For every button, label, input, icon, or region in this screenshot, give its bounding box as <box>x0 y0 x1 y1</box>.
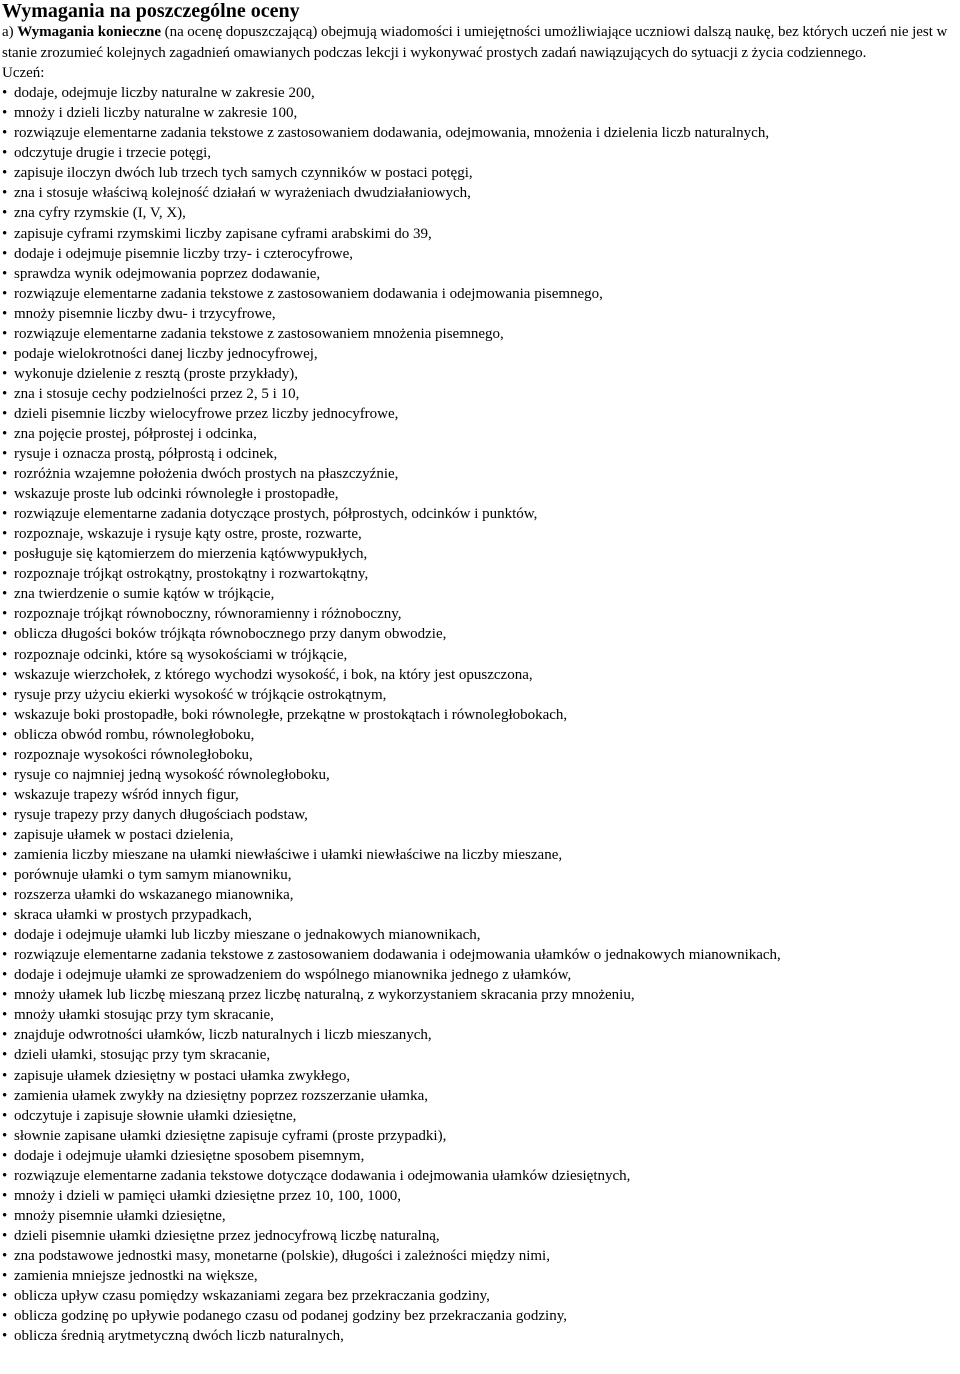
list-item-text: wskazuje trapezy wśród innych figur, <box>14 786 239 803</box>
list-item <box>2 1226 960 1246</box>
bullet-icon: • <box>2 1147 8 1164</box>
bullet-icon: • <box>2 666 8 683</box>
bullet-icon: • <box>2 967 8 984</box>
list-item-text: mnoży ułamek lub liczbę mieszaną przez liczbę naturalną, z wykorzystaniem skracania przy mnożeniu, <box>14 987 635 1004</box>
list-item-text: rozwiązuje elementarne zadania tekstowe z zastosowaniem dodawania i odejmowania pisemnego, <box>14 285 603 302</box>
list-item-text: dodaje i odejmuje ułamki lub liczby mieszane o jednakowych mianownikach, <box>14 927 481 944</box>
bullet-icon: • <box>2 125 8 142</box>
list-item-text: rysuje co najmniej jedną wysokość równoległoboku, <box>14 766 330 783</box>
list-item <box>2 384 960 404</box>
list-item <box>2 404 960 424</box>
list-item-text: oblicza średnią arytmetyczną dwóch liczb naturalnych, <box>14 1328 344 1345</box>
list-item-text: odczytuje i zapisuje słownie ułamki dziesiętne, <box>14 1107 297 1124</box>
list-item <box>2 1025 960 1045</box>
bullet-icon: • <box>2 826 8 843</box>
list-item-text: dodaje i odejmuje ułamki dziesiętne sposobem pisemnym, <box>14 1147 365 1164</box>
list-item-text: dzieli pisemnie ułamki dziesiętne przez jednocyfrową liczbę naturalną, <box>14 1227 440 1244</box>
list-item <box>2 1146 960 1166</box>
bullet-icon: • <box>2 626 8 643</box>
bullet-icon: • <box>2 426 8 442</box>
list-item-text: sprawdza wynik odejmowania poprzez dodawanie, <box>14 265 321 282</box>
list-item-text: mnoży i dzieli w pamięci ułamki dziesiętne przez 10, 100, 1000, <box>14 1187 401 1204</box>
list-item <box>2 645 960 665</box>
page-title: Wymagania na poszczególne oceny <box>2 0 300 22</box>
student-label: Uczeń: <box>2 65 45 81</box>
bullet-icon: • <box>2 646 8 663</box>
list-item-text: rozpoznaje trójkąt równoboczny, równoramienny i różnoboczny, <box>14 606 402 623</box>
list-item <box>2 123 960 143</box>
list-item-text: rozwiązuje elementarne zadania dotyczące prostych, półprostych, odcinków i punktów, <box>14 506 538 523</box>
list-item <box>2 985 960 1005</box>
list-item-text: wskazuje proste lub odcinki równoległe i prostopadłe, <box>14 486 339 503</box>
bullet-icon: • <box>2 766 8 783</box>
intro-paragraph <box>2 22 960 63</box>
list-item <box>2 1166 960 1186</box>
list-item <box>2 845 960 865</box>
list-item <box>2 224 960 244</box>
bullet-icon: • <box>2 245 8 262</box>
bullet-icon: • <box>2 506 8 523</box>
bullet-icon: • <box>2 1027 8 1044</box>
list-item-text: podaje wielokrotności danej liczby jednocyfrowej, <box>14 345 318 362</box>
list-item-text: oblicza upływ czasu pomiędzy wskazaniami zegara bez przekraczania godziny, <box>14 1288 490 1305</box>
list-item <box>2 163 960 183</box>
list-item-text: rozwiązuje elementarne zadania tekstowe dotyczące dodawania i odejmowania ułamków dziesiętnych, <box>14 1167 631 1184</box>
list-item-text: dodaje, odejmuje liczby naturalne w zakresie 200, <box>14 85 315 102</box>
list-item-text: rozwiązuje elementarne zadania tekstowe z zastosowaniem mnożenia pisemnego, <box>14 325 504 342</box>
list-item <box>2 424 960 444</box>
list-item <box>2 825 960 845</box>
bullet-icon: • <box>2 345 8 362</box>
list-item <box>2 785 960 805</box>
list-item <box>2 945 960 965</box>
list-item <box>2 584 960 604</box>
bullet-icon: • <box>2 1167 8 1184</box>
bullet-icon: • <box>2 385 8 402</box>
list-item-text: wskazuje boki prostopadłe, boki równoległe, przekątne w prostokątach i równoległobokach, <box>14 706 568 723</box>
bullet-icon: • <box>2 185 8 202</box>
list-item <box>2 464 960 484</box>
list-item <box>2 344 960 364</box>
bullet-icon: • <box>2 1047 8 1064</box>
bullet-icon: • <box>2 526 8 543</box>
list-item <box>2 665 960 685</box>
bullet-icon: • <box>2 947 8 964</box>
list-item <box>2 504 960 524</box>
bullet-icon: • <box>2 466 8 483</box>
list-item-text: zapisuje cyframi rzymskimi liczby zapisane cyframi arabskimi do 39, <box>14 225 432 242</box>
list-item-text: dodaje i odejmuje ułamki ze sprowadzeniem do wspólnego mianownika jednego z ułamków, <box>14 967 572 984</box>
list-item-text: dzieli ułamki, stosując przy tym skracanie, <box>14 1047 271 1064</box>
list-item-text: zapisuje iloczyn dwóch lub trzech tych samych czynników w postaci potęgi, <box>14 165 473 182</box>
list-item-text: rozpoznaje trójkąt ostrokątny, prostokątny i rozwartokątny, <box>14 566 369 583</box>
list-item <box>2 1106 960 1126</box>
list-item-text: zapisuje ułamek dziesiętny w postaci ułamka zwykłego, <box>14 1067 351 1084</box>
list-item <box>2 364 960 384</box>
bullet-icon: • <box>2 1107 8 1124</box>
list-item-text: mnoży i dzieli liczby naturalne w zakresie 100, <box>14 105 298 122</box>
bullet-icon: • <box>2 907 8 924</box>
list-item <box>2 83 960 103</box>
bullet-icon: • <box>2 546 8 563</box>
bullet-icon: • <box>2 1127 8 1144</box>
list-item <box>2 965 960 985</box>
list-item-text: zna twierdzenie o sumie kątów w trójkącie, <box>14 586 275 603</box>
list-item <box>2 244 960 264</box>
bullet-icon: • <box>2 225 8 242</box>
bullet-icon: • <box>2 1328 8 1345</box>
list-item-text: zapisuje ułamek w postaci dzielenia, <box>14 826 234 843</box>
list-item <box>2 1086 960 1106</box>
list-item-text: rozpoznaje wysokości równoległoboku, <box>14 746 253 763</box>
list-item-text: posługuje się kątomierzem do mierzenia kątówwypukłych, <box>14 546 368 563</box>
list-item <box>2 624 960 644</box>
bullet-icon: • <box>2 1267 8 1284</box>
list-item <box>2 885 960 905</box>
list-item <box>2 324 960 344</box>
list-item-text: mnoży pisemnie liczby dwu- i trzycyfrowe, <box>14 305 276 322</box>
list-item-text: wykonuje dzielenie z resztą (proste przykłady), <box>14 365 299 382</box>
list-item <box>2 745 960 765</box>
list-item <box>2 264 960 284</box>
list-item-text: zamienia liczby mieszane na ułamki niewłaściwe i ułamki niewłaściwe na liczby mieszane, <box>14 846 563 863</box>
bullet-icon: • <box>2 1067 8 1084</box>
list-item-text: skraca ułamki w prostych przypadkach, <box>14 907 252 924</box>
list-item-text: oblicza godzinę po upływie podanego czasu od podanej godziny bez przekraczania godziny, <box>14 1308 567 1325</box>
bullet-icon: • <box>2 1247 8 1264</box>
list-item-text: zna pojęcie prostej, półprostej i odcinka, <box>14 426 257 442</box>
list-item <box>2 284 960 304</box>
list-item-text: odczytuje drugie i trzecie potęgi, <box>14 145 211 162</box>
bullet-icon: • <box>2 1308 8 1325</box>
bullet-icon: • <box>2 606 8 623</box>
list-item <box>2 765 960 785</box>
list-item <box>2 725 960 745</box>
bullet-icon: • <box>2 305 8 322</box>
list-item <box>2 1005 960 1025</box>
list-item-text: rozpoznaje, wskazuje i rysuje kąty ostre, proste, rozwarte, <box>14 526 362 543</box>
list-item <box>2 1045 960 1065</box>
list-item-text: oblicza obwód rombu, równoległoboku, <box>14 726 255 743</box>
bullet-icon: • <box>2 786 8 803</box>
list-item <box>2 865 960 885</box>
bullet-icon: • <box>2 867 8 884</box>
list-item <box>2 685 960 705</box>
bullet-icon: • <box>2 1007 8 1024</box>
bullet-icon: • <box>2 586 8 603</box>
bullet-icon: • <box>2 887 8 904</box>
bullet-icon: • <box>2 325 8 342</box>
bullet-icon: • <box>2 566 8 583</box>
list-item-text: zamienia mniejsze jednostki na większe, <box>14 1267 258 1284</box>
bullet-icon: • <box>2 806 8 823</box>
list-item-text: mnoży ułamki stosując przy tym skracanie, <box>14 1007 274 1024</box>
list-item-text: zna i stosuje właściwą kolejność działań w wyrażeniach dwudziałaniowych, <box>14 185 471 202</box>
list-item <box>2 1066 960 1086</box>
bullet-icon: • <box>2 1087 8 1104</box>
list-item-text: rozpoznaje odcinki, które są wysokościami w trójkącie, <box>14 646 348 663</box>
list-item <box>2 1186 960 1206</box>
list-item <box>2 1246 960 1266</box>
bullet-icon: • <box>2 105 8 122</box>
list-item-text: rysuje i oznacza prostą, półprostą i odcinek, <box>14 446 278 463</box>
list-item-text: zamienia ułamek zwykły na dziesiętny poprzez rozszerzanie ułamka, <box>14 1087 428 1104</box>
list-item-text: oblicza długości boków trójkąta równobocznego przy danym obwodzie, <box>14 626 447 643</box>
bullet-icon: • <box>2 1207 8 1224</box>
list-item-text: rysuje przy użyciu ekierki wysokość w trójkącie ostrokątnym, <box>14 686 387 703</box>
list-item-text: rozszerza ułamki do wskazanego mianownika, <box>14 887 294 904</box>
bullet-icon: • <box>2 405 8 422</box>
bullet-icon: • <box>2 486 8 503</box>
list-item <box>2 1306 960 1326</box>
requirements-list <box>2 83 960 1346</box>
list-item-text: rozwiązuje elementarne zadania tekstowe z zastosowaniem dodawania, odejmowania, mnożenia i dzielenia liczb naturalnych, <box>14 125 770 142</box>
list-item-text: rozróżnia wzajemne położenia dwóch prostych na płaszczyźnie, <box>14 466 399 483</box>
list-item <box>2 705 960 725</box>
list-item <box>2 1326 960 1346</box>
list-item <box>2 1266 960 1286</box>
list-item <box>2 143 960 163</box>
list-item-text: rozwiązuje elementarne zadania tekstowe z zastosowaniem dodawania i odejmowania ułamków o jednakowych mianownikach, <box>14 947 781 964</box>
list-item-text: zna i stosuje cechy podzielności przez 2, 5 i 10, <box>14 385 300 402</box>
bullet-icon: • <box>2 927 8 944</box>
list-item-text: rysuje trapezy przy danych długościach podstaw, <box>14 806 308 823</box>
list-item <box>2 905 960 925</box>
bullet-icon: • <box>2 265 8 282</box>
bullet-icon: • <box>2 746 8 763</box>
bullet-icon: • <box>2 846 8 863</box>
list-item <box>2 103 960 123</box>
list-item-text: porównuje ułamki o tym samym mianowniku, <box>14 867 292 884</box>
list-item-text: dzieli pisemnie liczby wielocyfrowe przez liczby jednocyfrowe, <box>14 405 399 422</box>
list-item-text: zna podstawowe jednostki masy, monetarne (polskie), długości i zależności między nimi, <box>14 1247 550 1264</box>
intro-bold-term: Wymagania konieczne <box>17 24 162 40</box>
intro-prefix: a) <box>2 24 18 40</box>
bullet-icon: • <box>2 987 8 1004</box>
list-item <box>2 1206 960 1226</box>
bullet-icon: • <box>2 686 8 703</box>
list-item-text: zna cyfry rzymskie (I, V, X), <box>14 205 186 222</box>
list-item-text: znajduje odwrotności ułamków, liczb naturalnych i liczb mieszanych, <box>14 1027 432 1044</box>
list-item-text: wskazuje wierzchołek, z którego wychodzi wysokość, i bok, na który jest opuszczona, <box>14 666 533 683</box>
list-item-text: słownie zapisane ułamki dziesiętne zapisuje cyframi (proste przypadki), <box>14 1127 447 1144</box>
bullet-icon: • <box>2 1187 8 1204</box>
bullet-icon: • <box>2 1227 8 1244</box>
bullet-icon: • <box>2 446 8 463</box>
list-item <box>2 203 960 223</box>
bullet-icon: • <box>2 1288 8 1305</box>
list-item <box>2 805 960 825</box>
list-item <box>2 925 960 945</box>
list-item-text: mnoży pisemnie ułamki dziesiętne, <box>14 1207 226 1224</box>
bullet-icon: • <box>2 365 8 382</box>
list-item <box>2 484 960 504</box>
list-item <box>2 444 960 464</box>
intro-text: (na ocenę dopuszczającą) obejmują wiadomości i umiejętności umożliwiające uczniowi dalszą naukę, bez których uczeń nie jest w stanie zrozumieć kolejnych zagadnień omawianych podczas lekcji i wykonywać prostych zadań nawiązujących do sytuacji z życia codziennego. <box>2 24 948 61</box>
bullet-icon: • <box>2 85 8 102</box>
bullet-icon: • <box>2 205 8 222</box>
bullet-icon: • <box>2 706 8 723</box>
bullet-icon: • <box>2 145 8 162</box>
list-item <box>2 1286 960 1306</box>
list-item <box>2 544 960 564</box>
list-item-text: dodaje i odejmuje pisemnie liczby trzy- i czterocyfrowe, <box>14 245 354 262</box>
bullet-icon: • <box>2 285 8 302</box>
bullet-icon: • <box>2 165 8 182</box>
list-item <box>2 564 960 584</box>
list-item <box>2 304 960 324</box>
list-item <box>2 604 960 624</box>
bullet-icon: • <box>2 726 8 743</box>
list-item <box>2 183 960 203</box>
list-item <box>2 1126 960 1146</box>
list-item <box>2 524 960 544</box>
